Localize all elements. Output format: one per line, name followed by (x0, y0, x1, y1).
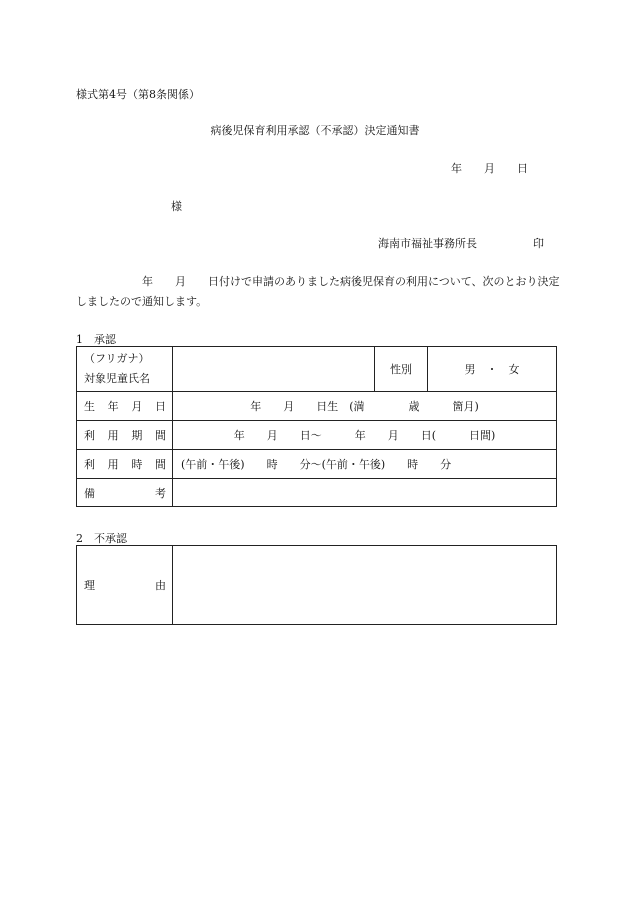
disapproval-table (76, 545, 557, 625)
seal-mark: 印 (533, 237, 544, 250)
date-day-label: 日 (517, 162, 528, 175)
remarks-label: 備 考 (77, 479, 173, 507)
table-row (77, 479, 557, 507)
remarks-field[interactable] (173, 479, 557, 507)
child-name-field[interactable] (173, 347, 375, 392)
usage-time-label: 利 用 時 間 (77, 450, 173, 479)
birthdate-field[interactable]: 年 月 日生 (満 歳 箇月) (173, 392, 557, 421)
date-year-label: 年 (451, 162, 462, 175)
furigana-label: （フリガナ） (84, 352, 150, 365)
birthdate-label: 生 年 月 日 (77, 392, 173, 421)
form-number: 様式第4号（第8条関係） (76, 88, 200, 101)
reason-field[interactable] (173, 546, 557, 625)
gender-field[interactable]: 男 ・ 女 (428, 347, 557, 392)
usage-period-label: 利 用 期 間 (77, 421, 173, 450)
table-row (77, 421, 557, 450)
issuer-name: 海南市福祉事務所長 (378, 237, 477, 250)
document-title: 病後児保育利用承認（不承認）決定通知書 (210, 124, 420, 137)
usage-time-field[interactable]: (午前・午後) 時 分～(午前・午後) 時 分 (173, 450, 557, 479)
issue-date (451, 160, 528, 176)
section-disapproval-heading: 2 不承認 (76, 532, 127, 545)
section-approval-heading: 1 承認 (76, 333, 116, 346)
gender-label: 性別 (375, 347, 428, 392)
approval-table (76, 346, 557, 507)
table-row (77, 392, 557, 421)
table-row (77, 546, 557, 625)
notice-body-text: 年 月 日付けで申請のありました病後児保育の利用について、次のとおり決定しましたので通知します。 (76, 275, 560, 308)
table-row (77, 450, 557, 479)
date-month-label: 月 (484, 162, 495, 175)
table-row (77, 347, 557, 392)
reason-label: 理 由 (77, 546, 173, 625)
name-label-cell (77, 347, 173, 392)
addressee-suffix: 様 (171, 200, 182, 213)
child-name-label: 対象児童氏名 (84, 372, 150, 385)
usage-period-field[interactable]: 年 月 日～ 年 月 日( 日間) (173, 421, 557, 450)
